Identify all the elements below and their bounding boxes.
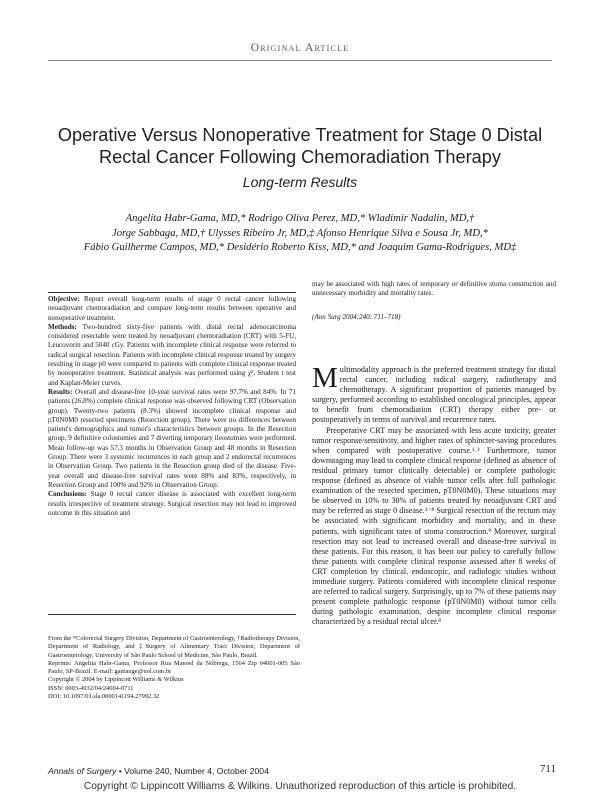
affiliation-line: Copyright © 2004 by Lippincott Williams & Wilkins — [48, 676, 184, 684]
journal-name: Annals of Surgery — [48, 766, 117, 776]
abstract-objective — [48, 295, 296, 323]
abstract-text: Two-hundred sixty-five patients with distal rectal adenocarcinoma considered resectable were treated by neoadjuvant chemoradiation (CRT) with 5-FU, Leucovorin and 5040 cGy. Patients with incomplete clinical response were referred to radical surgical resection. Patients with incomplete clinical response treated by surgery resulting in stage p0 were compared to patients with complete clinical response treated by nonoperative treatment. Statistical analysis was performed using χ², Student t test and Kaplan-Meier curves. — [48, 322, 296, 387]
header-divider — [48, 60, 552, 61]
abstract-label: Conclusions: — [48, 490, 88, 499]
journal-issue: • Volume 240, Number 4, October 2004 — [118, 766, 269, 776]
body-paragraph: Preoperative CRT may be associated with less acute toxicity, greater tumor response/sensitivity, and higher rates of sphincter-saving procedures when compared with postoperative course.¹˒² Furthermore, tumor downstaging may lead to complete clinical response (defined as absence of residual primary tumor clinically detectable) or complete pathologic response (defined as absence of viable tumor cells after full pathologic examination of the resected specimen, pT0N0M0). These situations may be observed in 10% to 30% of patients treated by neoadjuvant CRT and may be referred as stage 0 disease.³⁻⁸ Surgical resection of the rectum may be associated with significant morbidity and mortality, and in these patients, with significant rates of stoma construction.⁹ Moreover, surgical resection may not lead to increased overall and disease-free survival in these patients. For this reason, it has been our policy to carefully follow these patients with complete clinical response assessed after 8 weeks of CRT completion by clinical, endoscopic, and radiologic studies without immediate surgery. Patients considered with incomplete clinical response are referred to radical surgery. Surprisingly, up to 7% of these patients may present complete pathologic response (pT0N0M0) without tumor cells during pathologic examination, despite incomplete clinical response characterized by a residual rectal ulcer.⁸ — [312, 425, 556, 627]
abstract-text: Report overall long-term results of stage 0 rectal cancer following neoadjuvant chemoradiation and compare long-term results between operative and nonoperative treatment. — [48, 295, 296, 322]
affiliation-line: Reprints: Angelita Habr-Gama, Professor Rua Manoel da Nóbrega, 1564 Zip 04001-005 São Paulo, SP-Brazil. E-mail: gamange@uol.com.br — [48, 659, 300, 676]
citation-text: (Ann Surg 2004;240: 711–718) — [312, 313, 401, 321]
abstract-label: Objective: — [48, 295, 80, 303]
abstract-top-rule — [48, 292, 296, 293]
citation — [312, 313, 556, 322]
abstract-text: Overall and disease-free 10-year survival rates were 97.7% and 84%. In 71 patients (26.8%) complete clinical response was observed following CRT (Observation group). Twenty-two patients (8.3%) showed incomplete clinical response and pT0N0M0 resected specimens (Resection group). There were no differences between patient's demographics and tumor's characteristics between groups. In the Resection group, 9 definitive colostomies and 7 diverting temporary ileostomies were performed. Mean follow-up was 57.3 months in Observation Group and 48 months in Resection Group. There were 3 systemic recurrences in each group and 2 endorectal recurrences in Observation Group. Two patients in the Resection group died of the disease. Five-year overall and disease-free survival rates were 88% and 83%, respectively, in Resection Group and 100% and 92% in Observation Group. — [48, 387, 296, 489]
abstract-methods — [48, 323, 296, 388]
abstract-conclusions — [48, 490, 296, 518]
abstract-continuation — [312, 280, 556, 299]
abstract — [48, 295, 296, 518]
article-title: Operative Versus Nonoperative Treatment for Stage 0 Distal Rectal Cancer Following Chemoradiation Therapy — [57, 125, 543, 167]
body-paragraph — [312, 362, 556, 426]
affiliation-line: ISSN: 0003-4932/04/24004-0711 — [48, 684, 134, 692]
journal-footer — [48, 766, 269, 776]
author-line: Angelita Habr-Gama, MD,* Rodrigo Oliva Perez, MD,* Wladimir Nadalin, MD,† — [125, 213, 475, 224]
article-subtitle: Long-term Results — [242, 174, 358, 190]
article-body — [312, 362, 556, 627]
section-label: Original Article — [250, 42, 350, 54]
author-list — [30, 212, 570, 256]
affiliation-line: DOI: 10.1097/01.sla.0000141194.27992.32 — [48, 693, 160, 701]
abstract-continuation-text: may be associated with high rates of temporary or definitive stoma construction and unnecessary morbidity and mortality rates. — [312, 280, 556, 298]
abstract-bottom-rule — [48, 614, 296, 615]
abstract-label: Results: — [48, 387, 73, 396]
abstract-label: Methods: — [48, 322, 77, 331]
abstract-text: Stage 0 rectal cancer disease is associated with excellent long-term results irrespective of treatment strategy. Surgical resection may not lead to improved outcome in this situation and — [48, 490, 296, 517]
page-number: 711 — [539, 763, 556, 775]
affiliations — [48, 635, 300, 701]
abstract-results — [48, 388, 296, 490]
copyright-notice: Copyright © Lippincott Williams & Wilkins. Unauthorized reproduction of this article is prohibited. — [83, 781, 517, 792]
author-line: Fábio Guilherme Campos, MD,* Desidério Roberto Kiss, MD,* and Joaquim Gama-Rodrigues, MD‡ — [83, 242, 517, 254]
body-paragraph-text: ultimodality approach is the preferred treatment strategy for distal rectal cancer, including radical surgery, radiotherapy and chemotherapy. A significant proportion of patients managed by surgery, performed according to established oncological principles, appear to benefit from chemoradiation (CRT) therapy either pre- or postoperatively in terms of survival and recurrence rates. — [312, 365, 556, 425]
affiliation-line: From the *Colorectal Surgery Division, Department of Gastroenterology, †Radiotherapy Division, Department of Radiology, and ‡Surgery of Alimentary Tract Division, Department of Gastroenterology, University of São Paulo School of Medicine, São Paulo, Brazil. — [48, 635, 300, 659]
author-line: Jorge Sabbaga, MD,† Ulysses Ribeiro Jr, MD,‡ Afonso Henrique Silva e Sousa Jr, MD,* — [112, 227, 488, 239]
drop-cap: M — [312, 362, 338, 394]
